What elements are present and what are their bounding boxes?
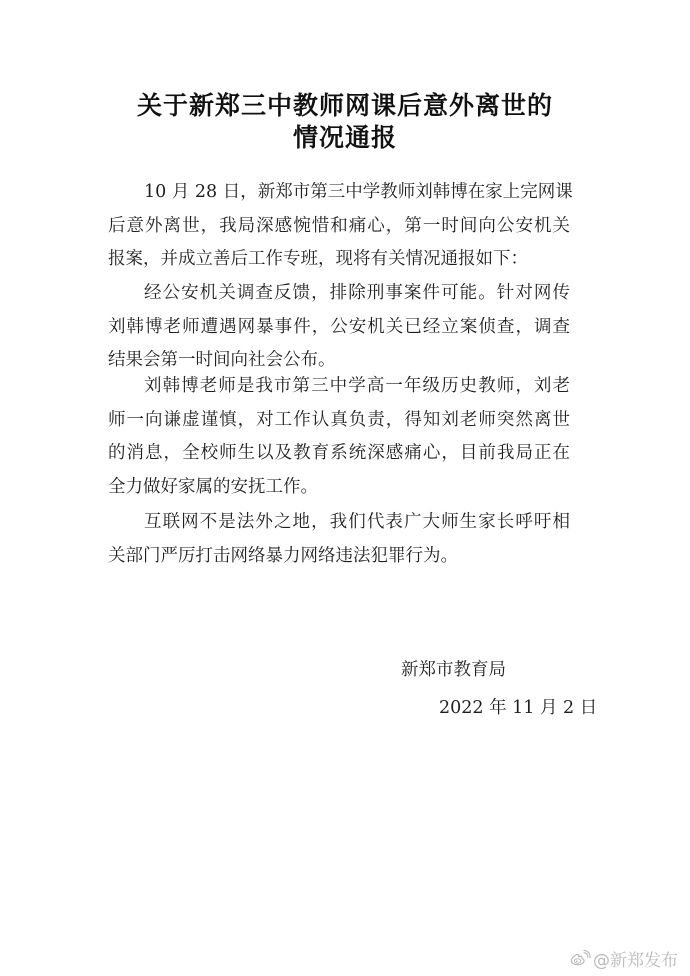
paragraph-line: 全力做好家属的安抚工作。 xyxy=(108,476,318,497)
paragraph-line: 刘韩博老师遭遇网暴事件，公安机关已经立案侦查，调查 xyxy=(108,316,570,337)
paragraph-line: 10 月 28 日，新郑市第三中学教师刘韩博在家上完网课 xyxy=(144,182,573,202)
paragraph-line: 刘韩博老师是我市第三中学高一年级历史教师，刘老 xyxy=(144,376,570,396)
weibo-watermark xyxy=(569,946,678,970)
signature-organization: 新郑市教育局 xyxy=(401,660,506,680)
signature-date: 2022 年 11 月 2 日 xyxy=(439,698,598,718)
notice-title-line-1: 关于新郑三中教师网课后意外离世的 xyxy=(136,91,553,120)
paragraph-line: 师一向谦虚谨慎，对工作认真负责，得知刘老师突然离世 xyxy=(108,409,570,430)
watermark-text: @新郑发布 xyxy=(593,950,678,971)
paragraph-line: 报案，并成立善后工作专班，现将有关情况通报如下： xyxy=(108,249,528,269)
paragraph-line: 结果会第一时间向社会公布。 xyxy=(108,350,336,370)
paragraph-line: 互联网不是法外之地，我们代表广大师生家长呼吁相 xyxy=(144,512,570,532)
paragraph-line: 经公安机关调查反馈，排除刑事案件可能。针对网传 xyxy=(144,283,570,303)
paragraph-line: 后意外离世，我局深感惋惜和痛心，第一时间向公安机关 xyxy=(108,215,570,236)
weibo-logo-icon xyxy=(569,949,591,967)
paragraph-line: 的消息，全校师生以及教育系统深感痛心，目前我局正在 xyxy=(108,443,570,463)
paragraph-1 xyxy=(108,176,573,277)
paragraph-line: 关部门严厉打击网络暴力网络违法犯罪行为。 xyxy=(108,545,458,566)
paragraph-4 xyxy=(108,506,570,573)
notice-title-line-2: 情况通报 xyxy=(292,123,397,152)
paragraph-2 xyxy=(108,277,570,378)
paragraph-3 xyxy=(108,370,570,504)
